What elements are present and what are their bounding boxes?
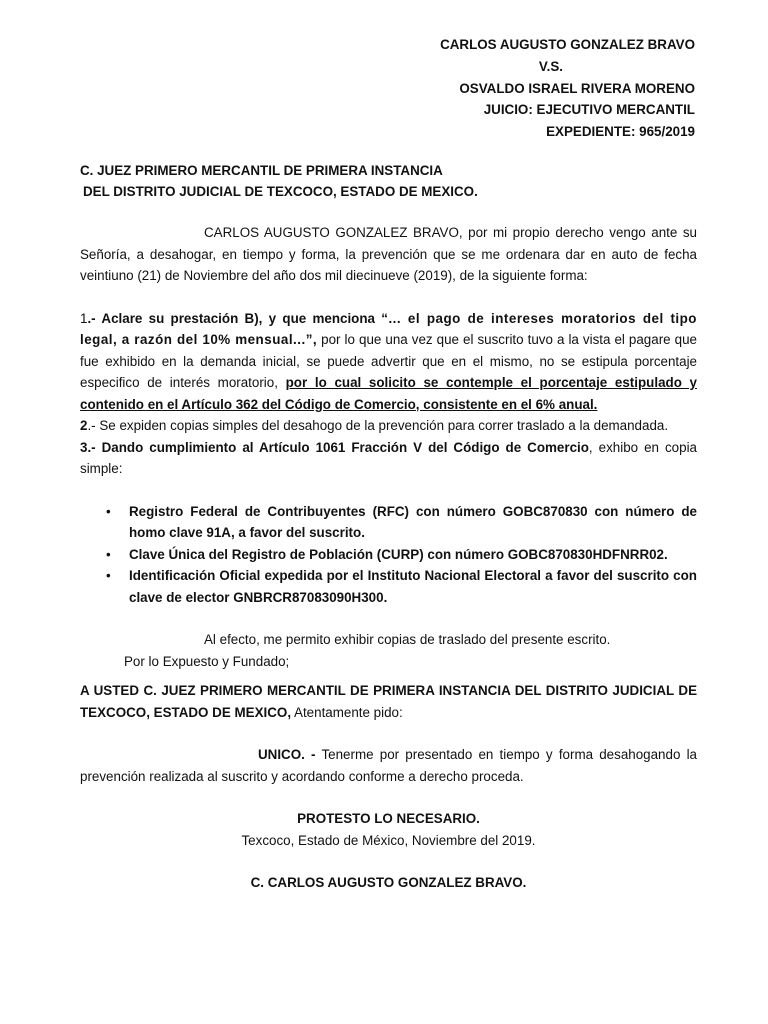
court-line-2: DEL DISTRITO JUDICIAL DE TEXCOCO, ESTADO DE MEXICO. [83, 184, 478, 199]
point-1-lead: .- Aclare su prestación B), y que menciona [87, 310, 382, 326]
unico-paragraph [80, 744, 697, 787]
point-1-emphasis: por lo cual solicito se contemple el porcentaje estipulado y contenido en el Artículo 362 del Código de Comercio, consistente en el 6% anual. [80, 375, 697, 412]
documents-list [80, 501, 697, 609]
trial-type: JUICIO: EJECUTIVO MERCANTIL [483, 102, 695, 118]
address-bold: A USTED C. JUEZ PRIMERO MERCANTIL DE PRIMERA INSTANCIA DEL DISTRITO JUDICIAL DE TEXCOCO, ESTADO DE MEXICO, [80, 683, 697, 720]
point-1-quote: “... el pago de intereses moratorios del tipo legal, a razón del 10% mensual...”, [80, 310, 697, 347]
court-addressee [80, 160, 478, 202]
point-3-lead: 3.- Dando cumplimiento al Artículo 1061 Fracción V del Código de Comercio [80, 439, 589, 455]
point-3-text: , exhibo en copia simple: [80, 439, 697, 476]
place-date: Texcoco, Estado de México, Noviembre del 2019. [241, 832, 536, 848]
intro-text: , por mi propio derecho vengo ante su Señoría, a desahogar, en tiempo y forma, la prevención que se me ordenara dar en auto de fecha veintiuno (21) de Noviembre del año dos mil diecinueve (2019), de la siguiente forma: [80, 225, 697, 283]
list-item: • Identificación Oficial expedida por el Instituto Nacional Electoral a favor del suscrito con clave de elector GNBRCR87083090H300. [129, 565, 697, 608]
defendant-name: OSVALDO ISRAEL RIVERA MORENO [459, 80, 695, 96]
protesto-line: PROTESTO LO NECESARIO. [297, 811, 480, 826]
point-2-number: 2 [80, 418, 88, 433]
court-line-1: C. JUEZ PRIMERO MERCANTIL DE PRIMERA INSTANCIA [80, 163, 443, 178]
plaintiff-name: CARLOS AUGUSTO GONZALEZ BRAVO [440, 37, 695, 52]
efecto-paragraph: Al efecto, me permito exhibir copias de traslado del presente escrito. [204, 632, 611, 647]
case-header [440, 34, 695, 143]
point-2-text: .- Se expiden copias simples del desahogo de la prevención para correr traslado a la demandada. [87, 418, 669, 433]
list-item: • Registro Federal de Contribuyentes (RFC) con número GOBC870830 con número de homo clave 91A, a favor del suscrito. [129, 501, 697, 544]
document-body [80, 222, 697, 894]
list-item: • Clave Única del Registro de Población (CURP) con número GOBC870830HDFNRR02. [129, 544, 697, 566]
point-1-text: por lo que una vez que el suscrito tuvo a la vista el pagare que fue exhibido en la demanda inicial, se puede advertir que en el mismo, no se estipula porcentaje especifico de interés moratorio, [80, 332, 697, 390]
point-1-paragraph [80, 308, 697, 416]
unico-label: UNICO. - [258, 747, 316, 762]
intro-paragraph [80, 222, 697, 287]
point-1-number: 1 [80, 310, 88, 326]
signature-line: C. CARLOS AUGUSTO GONZALEZ BRAVO. [250, 875, 527, 890]
intro-name: CARLOS AUGUSTO GONZALEZ BRAVO [204, 225, 459, 240]
versus-label: V.S. [538, 58, 563, 74]
point-3-paragraph [80, 437, 697, 480]
expuesto-line: Por lo Expuesto y Fundado; [124, 653, 290, 669]
point-2-paragraph [80, 415, 697, 437]
case-number: EXPEDIENTE: 965/2019 [546, 124, 695, 140]
unico-text: Tenerme por presentado en tiempo y forma desahogando la prevención realizada al suscrito y acordando conforme a derecho proceda. [80, 747, 698, 784]
address-paragraph [80, 680, 697, 723]
address-rest: Atentamente pido: [291, 704, 403, 720]
